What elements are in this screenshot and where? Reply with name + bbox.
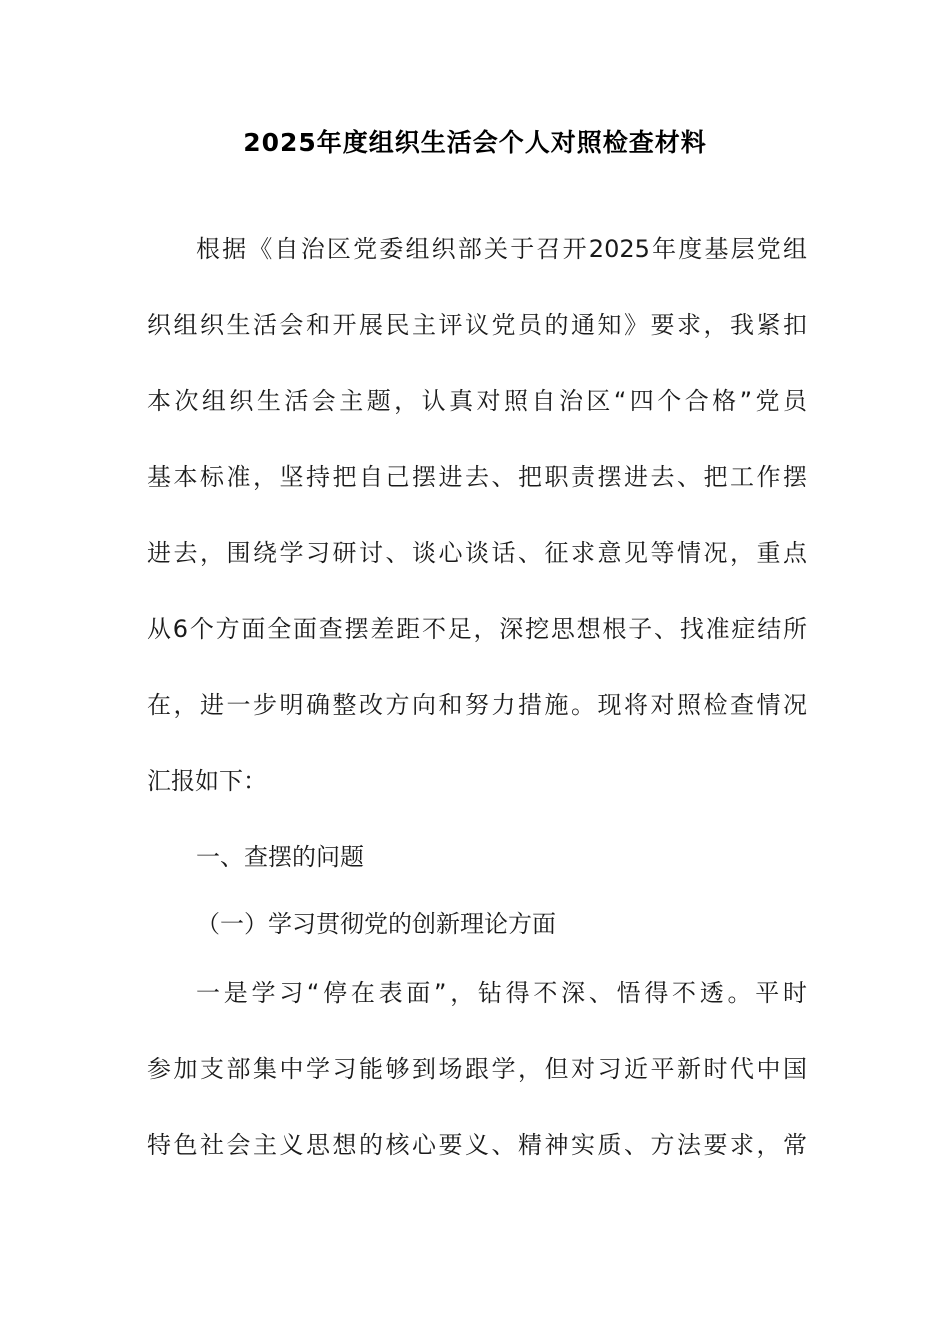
paragraph-line: 一是学习“停在表面”，钻得不深、悟得不透。平时 (196, 979, 807, 1007)
paragraph-line: 进去，围绕学习研讨、谈心谈话、征求意见等情况，重点 (147, 539, 807, 567)
paragraph-line: 特色社会主义思想的核心要义、精神实质、方法要求，常 (147, 1131, 807, 1159)
document-title: 2025年度组织生活会个人对照检查材料 (243, 128, 707, 157)
paragraph-line: 在，进一步明确整改方向和努力措施。现将对照检查情况 (147, 691, 807, 719)
paragraph-line: 参加支部集中学习能够到场跟学，但对习近平新时代中国 (147, 1055, 807, 1083)
paragraph-line: 本次组织生活会主题，认真对照自治区“四个合格”党员 (147, 387, 807, 415)
subsection-heading: （一）学习贯彻党的创新理论方面 (196, 910, 556, 938)
paragraph-line: 根据《自治区党委组织部关于召开2025年度基层党组 (196, 235, 807, 263)
paragraph-line: 织组织生活会和开展民主评议党员的通知》要求，我紧扣 (147, 311, 807, 339)
paragraph-line: 基本标准，坚持把自己摆进去、把职责摆进去、把工作摆 (147, 463, 807, 491)
paragraph-line: 从6个方面全面查摆差距不足，深挖思想根子、找准症结所 (147, 615, 807, 643)
paragraph-line: 汇报如下： (147, 767, 267, 795)
section-heading: 一、查摆的问题 (196, 843, 364, 871)
